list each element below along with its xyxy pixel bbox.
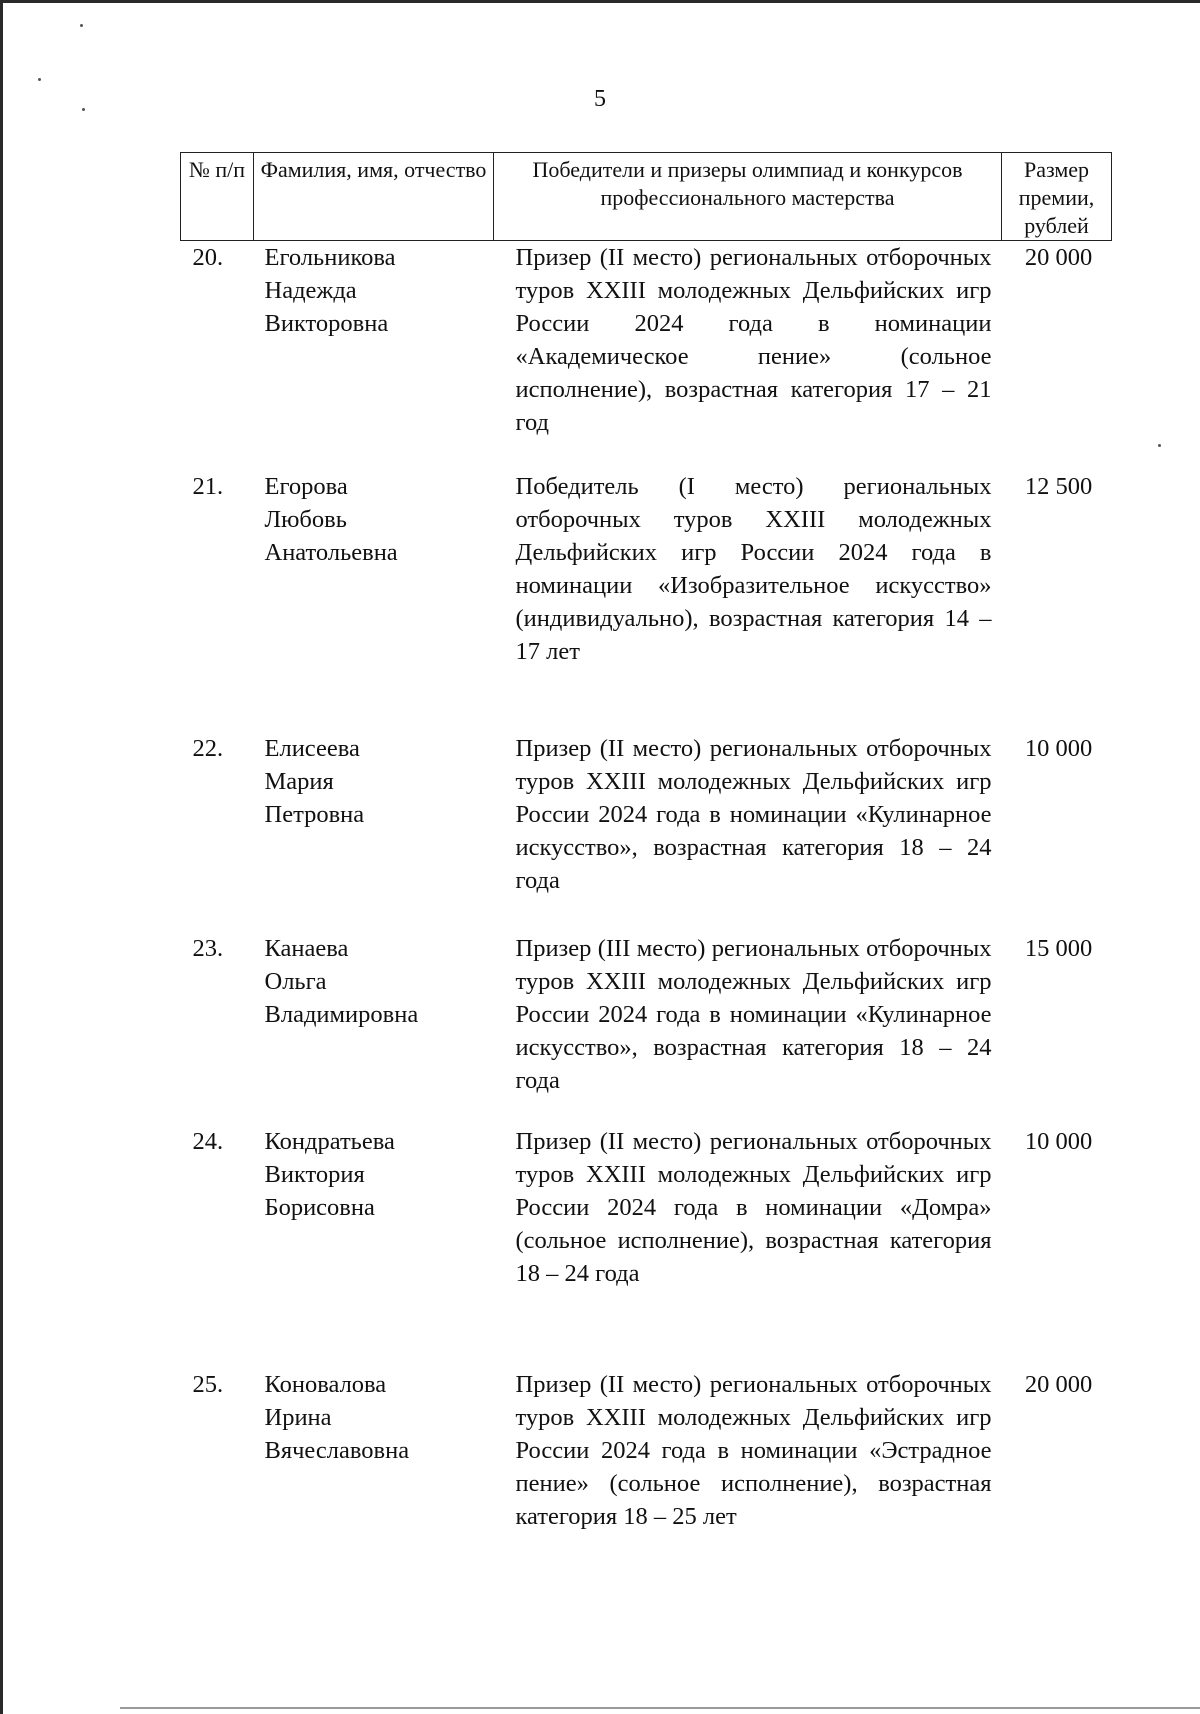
table-row <box>181 470 1112 732</box>
achievement-text: Призер (III место) региональных отборочных туров XXIII молодежных Дельфийских игр России 2024 года в номинации «Кулинарное искусство», возрастная категория 18 – 24 года <box>515 935 992 1094</box>
first-name: Ольга <box>264 968 327 995</box>
award-amount: 15 000 <box>1024 935 1093 962</box>
achievement-text: Призер (II место) региональных отборочных туров XXIII молодежных Дельфийских игр России 2024 года в номинации «Академическое пение» (сольное исполнение), возрастная категория 17 – 21 год <box>515 244 992 436</box>
first-name: Ирина <box>264 1404 332 1431</box>
achievement-text: Победитель (I место) региональных отборочных туров XXIII молодежных Дельфийских игр России 2024 года в номинации «Изобразительное искусство» (индивидуально), возрастная категория 14 – 17 лет <box>515 473 992 665</box>
first-name: Виктория <box>264 1161 365 1188</box>
row-number: 25. <box>192 1371 224 1398</box>
table-row <box>181 1125 1112 1368</box>
scan-edge-bottom <box>120 1707 1200 1709</box>
surname: Елисеева <box>264 735 360 762</box>
recipient-name <box>254 932 494 1125</box>
table-row <box>181 241 1112 471</box>
row-number: 24. <box>192 1128 224 1155</box>
recipient-name <box>254 732 494 932</box>
achievement-text: Призер (II место) региональных отборочных туров XXIII молодежных Дельфийских игр России 2024 года в номинации «Кулинарное искусство», возрастная категория 18 – 24 года <box>515 735 992 894</box>
row-number: 23. <box>192 935 224 962</box>
patronymic: Викторовна <box>264 310 389 337</box>
surname: Канаева <box>264 935 349 962</box>
surname: Кондратьева <box>264 1128 395 1155</box>
award-amount: 10 000 <box>1024 735 1093 762</box>
first-name: Надежда <box>264 277 357 304</box>
scan-speck <box>80 24 83 27</box>
recipient-name <box>254 1368 494 1588</box>
table-row <box>181 932 1112 1125</box>
recipient-name <box>254 1125 494 1368</box>
awards-table <box>180 152 1112 1588</box>
patronymic: Владимировна <box>264 1001 419 1028</box>
header-achievement: Победители и призеры олимпиад и конкурсов профессионального мастерства <box>494 153 1002 241</box>
scan-edge-top <box>0 0 1200 3</box>
award-amount: 20 000 <box>1024 244 1093 271</box>
recipient-name <box>254 470 494 732</box>
patronymic: Борисовна <box>264 1194 375 1221</box>
header-num: № п/п <box>181 153 254 241</box>
achievement-text: Призер (II место) региональных отборочных туров XXIII молодежных Дельфийских игр России 2024 года в номинации «Эстрадное пение» (сольное исполнение), возрастная категория 18 – 25 лет <box>515 1371 992 1530</box>
achievement-text: Призер (II место) региональных отборочных туров XXIII молодежных Дельфийских игр России 2024 года в номинации «Домра» (сольное исполнение), возрастная категория 18 – 24 года <box>515 1128 992 1287</box>
header-name: Фамилия, имя, отчество <box>254 153 494 241</box>
award-amount: 12 500 <box>1024 473 1093 500</box>
row-number: 22. <box>192 735 224 762</box>
table-row <box>181 1368 1112 1588</box>
row-number: 21. <box>192 473 224 500</box>
first-name: Любовь <box>264 506 347 533</box>
scan-edge-left <box>0 0 3 1714</box>
scan-speck <box>38 78 41 81</box>
table-row <box>181 732 1112 932</box>
recipient-name <box>254 241 494 471</box>
surname: Егольникова <box>264 244 396 271</box>
row-number: 20. <box>192 244 224 271</box>
award-amount: 20 000 <box>1024 1371 1093 1398</box>
patronymic: Петровна <box>264 801 365 828</box>
table-header-row <box>181 153 1112 241</box>
patronymic: Вячеславовна <box>264 1437 410 1464</box>
patronymic: Анатольевна <box>264 539 398 566</box>
surname: Коновалова <box>264 1371 387 1398</box>
scan-speck <box>1158 444 1161 447</box>
first-name: Мария <box>264 768 334 795</box>
header-amount: Размер премии, рублей <box>1002 153 1112 241</box>
award-amount: 10 000 <box>1024 1128 1093 1155</box>
surname: Егорова <box>264 473 348 500</box>
page-number: 5 <box>594 86 606 112</box>
